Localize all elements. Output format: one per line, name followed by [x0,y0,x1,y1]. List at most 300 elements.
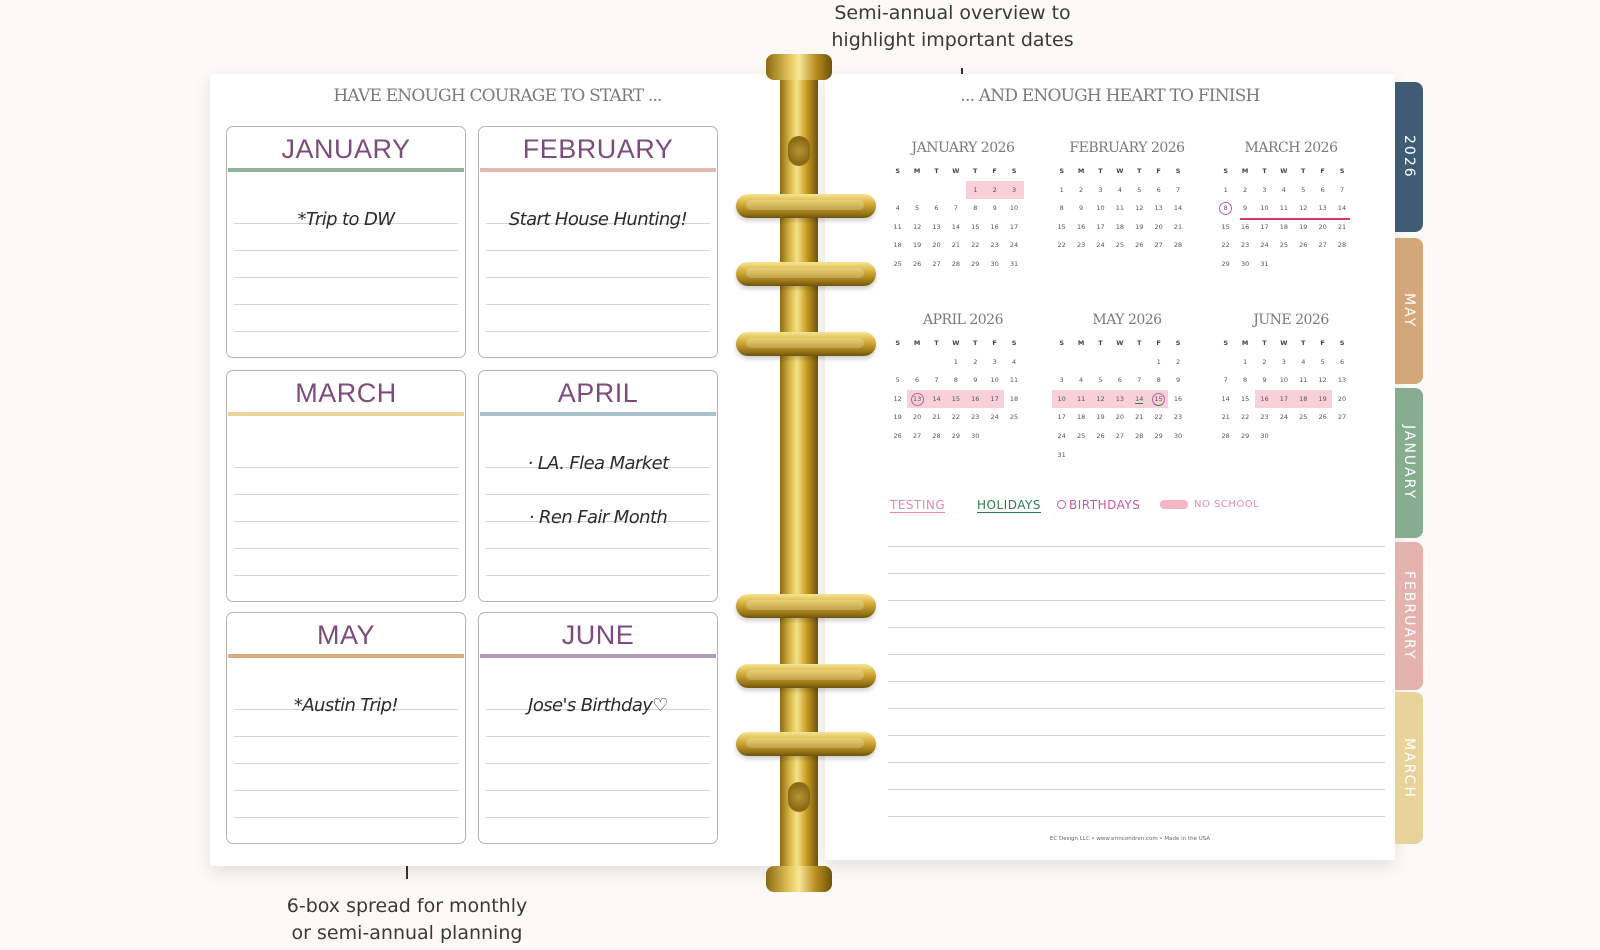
month-box-color-bar [480,654,716,658]
weekday-label: F [1320,167,1325,175]
calendar-day[interactable]: 24 [1279,413,1288,422]
calendar-day[interactable]: 12 [912,222,922,231]
calendar-day[interactable]: 19 [1313,390,1332,409]
writing-line [234,495,458,522]
calendar-day[interactable]: 17 [1260,222,1269,231]
month-note: *Austin Trip! [293,695,399,716]
calendar-day[interactable]: 18 [1279,222,1288,231]
writing-line [888,763,1385,790]
calendar-day[interactable]: 7 [1339,185,1345,194]
calendar-day[interactable]: 28 [1221,431,1230,440]
calendar-day[interactable]: 8 [1059,204,1064,213]
calendar-day[interactable]: 13 [932,222,941,231]
calendar-empty [1130,353,1149,372]
calendar-day[interactable]: 20 [1318,222,1327,231]
calendar-day[interactable]: 23 [1240,241,1250,250]
binder-ring [736,332,876,356]
callout-top-line2: highlight important dates [831,29,1074,51]
month-note: · Ren Fair Month [528,507,668,528]
calendar-day[interactable]: 6 [934,204,939,213]
calendar-day[interactable]: 20 [932,241,941,250]
calendar-day[interactable]: 8 [1243,376,1248,385]
calendar-day[interactable]: 2 [973,357,978,366]
writing-line [234,332,458,358]
calendar-day[interactable]: 9 [1079,204,1084,213]
calendar-day[interactable]: 19 [912,241,922,250]
calendar-day[interactable]: 21 [1337,222,1347,231]
calendar-day[interactable]: 7 [1223,376,1228,385]
binder-spine [780,60,818,890]
calendar-day[interactable]: 24 [1096,241,1105,250]
calendar-grid [1052,162,1202,255]
mini-calendar-6 [1216,310,1366,446]
calendar-day[interactable]: 30 [1173,431,1183,440]
calendar-day[interactable]: 11 [1071,390,1090,409]
calendar-empty [907,353,926,372]
calendar-day[interactable]: 23 [971,413,980,422]
weekday-label: M [1077,167,1085,175]
calendar-day[interactable]: 24 [1260,241,1269,250]
calendar-day[interactable]: 8 [953,376,958,385]
calendar-day[interactable]: 10 [1052,390,1071,409]
weekday-label: T [1137,167,1142,175]
calendar-day[interactable]: 27 [932,259,941,268]
weekday-label: S [1339,167,1345,175]
calendar-day[interactable]: 16 [1173,394,1183,403]
calendar-day[interactable]: 23 [1173,413,1183,422]
calendar-day[interactable]: 16 [990,222,999,231]
calendar-day[interactable]: 10 [990,376,999,385]
calendar-day[interactable]: 23 [1076,241,1086,250]
calendar-day[interactable]: 19 [1096,413,1105,422]
legend-birthday-circle-icon [1057,500,1066,509]
calendar-day[interactable]: 20 [1337,394,1347,403]
calendar-day[interactable]: 3 [1098,185,1103,194]
calendar-day[interactable]: 6 [1156,185,1161,194]
calendar-day[interactable]: 7 [953,204,958,213]
calendar-grid [1052,334,1202,464]
writing-line [486,818,710,844]
calendar-day[interactable]: 17 [1057,413,1066,422]
writing-line [234,251,458,278]
calendar-day[interactable]: 2 [1079,185,1084,194]
calendar-day[interactable]: 30 [1260,431,1269,440]
calendar-day[interactable]: 31 [1057,450,1066,459]
calendar-day[interactable]: 23 [990,241,999,250]
month-note: Jose's Birthday♡ [528,695,668,716]
calendar-day[interactable]: 11 [1279,204,1288,213]
legend-testing: TESTING [890,498,946,512]
calendar-day[interactable]: 12 [893,394,902,403]
calendar-day[interactable]: 17 [1096,222,1105,231]
calendar-day[interactable]: 25 [1299,413,1308,422]
calendar-day[interactable]: 27 [1154,241,1163,250]
calendar-title: MAY 2026 [1092,312,1162,328]
calendar-day[interactable]: 13 [1110,390,1129,409]
calendar-day[interactable]: 4 [1117,185,1122,194]
binder-ring [736,664,876,688]
writing-line [888,682,1385,709]
mini-calendar-3 [1216,138,1366,274]
weekday-label: T [973,167,978,175]
calendar-day[interactable]: 25 [1076,431,1086,440]
calendar-day[interactable]: 8 [1156,376,1161,385]
weekday-label: T [1098,167,1103,175]
callout-bottom-line1: 6-box spread for monthly [286,895,528,917]
calendar-day[interactable]: 1 [1059,185,1064,194]
calendar-day[interactable]: 24 [1057,431,1066,440]
calendar-day[interactable]: 25 [1009,413,1019,422]
divider-tab-march[interactable] [1395,692,1423,844]
binder-rivet-top [788,136,810,166]
weekday-label: S [1059,339,1065,347]
calendar-day[interactable]: 26 [1318,413,1327,422]
calendar-day[interactable]: 2 [1262,357,1267,366]
calendar-day[interactable]: 26 [912,259,922,268]
calendar-day[interactable]: 26 [893,431,902,440]
calendar-day[interactable]: 16 [1240,222,1250,231]
calendar-day[interactable]: 4 [895,204,900,213]
calendar-day[interactable]: 1 [1243,357,1248,366]
calendar-empty [1110,353,1129,372]
calendar-day[interactable]: 20 [912,413,922,422]
calendar-empty [946,181,965,200]
calendar-day[interactable]: 17 [1009,222,1019,231]
writing-line [234,549,458,576]
weekday-label: S [1175,167,1181,175]
writing-line [486,576,710,602]
calendar-day[interactable]: 22 [1221,241,1230,250]
divider-tab-may[interactable] [1395,238,1423,384]
calendar-day[interactable]: 3 [992,357,997,366]
legend-holidays: HOLIDAYS [977,498,1041,512]
calendar-day[interactable]: 25 [1279,241,1288,250]
binder-cap-bottom [766,866,832,892]
calendar-day[interactable]: 19 [1299,222,1308,231]
calendar-day[interactable]: 22 [971,241,980,250]
calendar-day[interactable]: 22 [1240,413,1250,422]
calendar-day[interactable]: 19 [1135,222,1144,231]
calendar-day[interactable]: 9 [1243,204,1248,213]
calendar-day[interactable]: 5 [895,376,900,385]
month-box-color-bar [228,654,464,658]
calendar-day[interactable]: 3 [1004,181,1023,200]
calendar-day[interactable]: 27 [912,431,922,440]
calendar-day[interactable]: 13 [1318,204,1327,213]
calendar-day[interactable]: 2 [1175,357,1181,366]
month-note: *Trip to DW [297,209,395,230]
month-box-february[interactable] [478,126,718,358]
calendar-day[interactable]: 26 [1299,241,1308,250]
calendar-day[interactable]: 9 [992,204,997,213]
calendar-day[interactable]: 22 [951,413,960,422]
calendar-day[interactable]: 12 [1318,376,1327,385]
weekday-label: F [1156,167,1161,175]
calendar-day[interactable]: 30 [1240,259,1250,268]
calendar-day[interactable]: 17 [1274,390,1293,409]
calendar-day[interactable]: 24 [990,413,999,422]
calendar-empty [888,181,907,200]
calendar-day[interactable]: 16 [966,390,985,409]
weekday-label: W [1116,339,1124,347]
calendar-day[interactable]: 7 [1175,185,1181,194]
weekday-label: S [1059,167,1065,175]
calendar-day[interactable]: 22 [1057,241,1066,250]
month-box-june[interactable] [478,612,718,844]
notes-lines [888,520,1385,817]
calendar-day[interactable]: 30 [971,431,980,440]
calendar-day[interactable]: 4 [1011,357,1017,366]
calendar-day[interactable]: 10 [1279,376,1288,385]
calendar-day[interactable]: 29 [1221,259,1230,268]
calendar-day[interactable]: 15 [1240,394,1250,403]
legend-no-school-swatch [1160,500,1188,509]
calendar-day[interactable]: 28 [1337,241,1347,250]
left-page [210,74,785,866]
binder-ring [736,194,876,218]
calendar-grid [888,162,1038,274]
weekday-label: M [913,167,921,175]
calendar-day[interactable]: 22 [1154,413,1163,422]
calendar-day[interactable]: 4 [1281,185,1286,194]
binder-cap-top [766,54,832,80]
calendar-day[interactable]: 17 [985,390,1004,409]
calendar-day[interactable]: 6 [1320,185,1325,194]
month-box-title: MARCH [295,378,397,408]
calendar-day[interactable]: 13 [1337,376,1347,385]
calendar-day[interactable]: 31 [1260,259,1269,268]
calendar-day[interactable]: 16 [1076,222,1086,231]
tab-label: MARCH [1401,737,1417,799]
calendar-day[interactable]: 14 [1221,394,1230,403]
month-box-may[interactable] [226,612,466,844]
calendar-day[interactable]: 21 [1173,222,1183,231]
weekday-label: S [895,167,901,175]
calendar-day[interactable]: 1 [953,357,958,366]
calendar-day[interactable]: 27 [1115,431,1124,440]
calendar-day[interactable]: 10 [1009,204,1019,213]
calendar-day[interactable]: 23 [1260,413,1269,422]
calendar-day[interactable]: 13 [907,390,926,409]
calendar-day[interactable]: 15 [1221,222,1230,231]
month-box-april[interactable] [478,370,718,602]
calendar-day[interactable]: 1 [1156,357,1161,366]
writing-line [888,790,1385,817]
calendar-day[interactable]: 28 [932,431,941,440]
calendar-day[interactable]: 29 [971,259,980,268]
calendar-day[interactable]: 21 [932,413,941,422]
calendar-title: APRIL 2026 [923,312,1003,328]
calendar-day[interactable]: 2 [1243,185,1248,194]
calendar-day[interactable]: 29 [1240,431,1250,440]
weekday-label: W [1280,167,1288,175]
month-box-color-bar [480,168,716,172]
divider-tab-2026[interactable] [1395,82,1423,232]
calendar-day[interactable]: 12 [1091,390,1110,409]
weekday-label: T [1262,167,1267,175]
month-box-january[interactable] [226,126,466,358]
calendar-day[interactable]: 15 [946,390,965,409]
calendar-day[interactable]: 8 [973,204,978,213]
calendar-day[interactable]: 21 [1221,413,1230,422]
calendar-day[interactable]: 14 [951,222,960,231]
calendar-day[interactable]: 7 [1137,376,1142,385]
weekday-label: S [1011,339,1017,347]
writing-line [234,441,458,468]
calendar-day[interactable]: 28 [951,259,960,268]
writing-line [486,305,710,332]
calendar-day[interactable]: 21 [1135,413,1144,422]
calendar-day[interactable]: 11 [1115,204,1124,213]
weekday-label: T [1301,167,1306,175]
calendar-day[interactable]: 31 [1009,259,1019,268]
calendar-day[interactable]: 11 [1009,376,1019,385]
mini-calendar-2 [1052,138,1202,255]
calendar-day[interactable]: 12 [1135,204,1144,213]
calendar-day[interactable]: 5 [915,204,920,213]
weekday-label: F [1156,339,1161,347]
divider-tab-february[interactable] [1395,542,1423,690]
month-box-color-bar [228,168,464,172]
calendar-title: JUNE 2026 [1253,312,1329,328]
calendar-day[interactable]: 18 [1076,413,1086,422]
weekday-label: M [913,339,921,347]
calendar-day[interactable]: 14 [1337,204,1347,213]
calendar-title: FEBRUARY 2026 [1069,140,1185,156]
calendar-day[interactable]: 30 [990,259,999,268]
calendar-empty [1091,353,1110,372]
calendar-empty [927,181,946,200]
calendar-day[interactable]: 21 [951,241,960,250]
writing-line [234,576,458,602]
calendar-day[interactable]: 24 [1009,241,1019,250]
calendar-day[interactable]: 18 [893,241,902,250]
calendar-day[interactable]: 6 [915,376,920,385]
writing-line [888,709,1385,736]
calendar-day[interactable]: 18 [1294,390,1313,409]
weekday-label: S [1339,339,1345,347]
writing-line [486,251,710,278]
calendar-day[interactable]: 1 [966,181,985,200]
calendar-day[interactable]: 9 [1175,376,1181,385]
calendar-day[interactable]: 4 [1301,357,1306,366]
calendar-day[interactable]: 18 [1009,394,1019,403]
weekday-label: W [1280,339,1288,347]
calendar-day[interactable]: 28 [1173,241,1183,250]
binder-rivet-bottom [788,782,810,812]
calendar-day[interactable]: 8 [1216,199,1235,218]
calendar-day[interactable]: 11 [1299,376,1308,385]
calendar-day[interactable]: 27 [1318,241,1327,250]
divider-tab-january[interactable] [1395,388,1423,538]
calendar-day[interactable]: 29 [1154,431,1163,440]
writing-line [486,549,710,576]
calendar-day[interactable]: 9 [973,376,978,385]
calendar-day[interactable]: 2 [985,181,1004,200]
calendar-day[interactable]: 9 [1262,376,1267,385]
calendar-day[interactable]: 4 [1079,376,1084,385]
calendar-day[interactable]: 3 [1059,376,1064,385]
weekday-label: S [1175,339,1181,347]
binder-ring [736,262,876,286]
month-box-title: MAY [316,620,375,650]
calendar-day[interactable]: 5 [1098,376,1103,385]
calendar-day[interactable]: 3 [1281,357,1286,366]
calendar-day[interactable]: 3 [1262,185,1267,194]
weekday-label: S [895,339,901,347]
weekday-label: T [934,167,939,175]
month-box-color-bar [228,412,464,416]
calendar-day[interactable]: 10 [1096,204,1105,213]
calendar-day[interactable]: 5 [1320,357,1325,366]
page-footer: EC Design LLC • www.erincondren.com • Made in the USA [1049,836,1211,842]
calendar-day[interactable]: 7 [934,376,939,385]
calendar-day[interactable]: 12 [1299,204,1308,213]
calendar-day[interactable]: 11 [893,222,902,231]
calendar-empty [1052,353,1071,372]
calendar-day[interactable]: 5 [1301,185,1306,194]
calendar-day[interactable]: 19 [893,413,902,422]
callout-semi-annual [820,0,1085,54]
calendar-day[interactable]: 20 [1115,413,1124,422]
weekday-label: W [952,167,960,175]
month-box-march[interactable] [226,370,466,602]
calendar-day[interactable]: 14 [1130,390,1149,409]
calendar-day[interactable]: 28 [1135,431,1144,440]
month-note: Start House Hunting! [508,209,688,230]
calendar-grid [1216,334,1366,446]
calendar-day[interactable]: 6 [1117,376,1122,385]
callout-top-line1: Semi-annual overview to [834,2,1071,24]
calendar-day[interactable]: 20 [1154,222,1163,231]
writing-line [888,655,1385,682]
calendar-day[interactable]: 25 [893,259,902,268]
binder-ring [736,594,876,618]
writing-line [234,791,458,818]
writing-line [234,737,458,764]
calendar-day[interactable]: 18 [1115,222,1124,231]
calendar-day[interactable]: 6 [1339,357,1345,366]
calendar-day[interactable]: 29 [951,431,960,440]
left-page-quote: HAVE ENOUGH COURAGE TO START ... [333,86,662,106]
calendar-empty [927,353,946,372]
calendar-day[interactable]: 14 [927,390,946,409]
calendar-day[interactable]: 10 [1260,204,1269,213]
calendar-title: JANUARY 2026 [911,140,1015,156]
weekday-label: T [1262,339,1267,347]
calendar-day[interactable]: 26 [1096,431,1105,440]
weekday-label: S [1223,339,1229,347]
writing-line [234,818,458,844]
calendar-day[interactable]: 26 [1135,241,1144,250]
weekday-label: W [952,339,960,347]
calendar-day[interactable]: 14 [1173,204,1183,213]
weekday-label: T [1137,339,1142,347]
calendar-day[interactable]: 25 [1115,241,1124,250]
calendar-day[interactable]: 15 [1057,222,1066,231]
calendar-day[interactable]: 27 [1337,413,1347,422]
weekday-label: S [1223,167,1229,175]
calendar-day[interactable]: 15 [1149,390,1168,409]
legend-no-school: NO SCHOOL [1194,499,1260,510]
calendar-day[interactable]: 13 [1154,204,1163,213]
writing-line [486,764,710,791]
calendar-day[interactable]: 1 [1223,185,1228,194]
calendar-day[interactable]: 16 [1255,390,1274,409]
calendar-day[interactable]: 5 [1137,185,1142,194]
binder-ring [736,732,876,756]
calendar-day[interactable]: 15 [971,222,980,231]
